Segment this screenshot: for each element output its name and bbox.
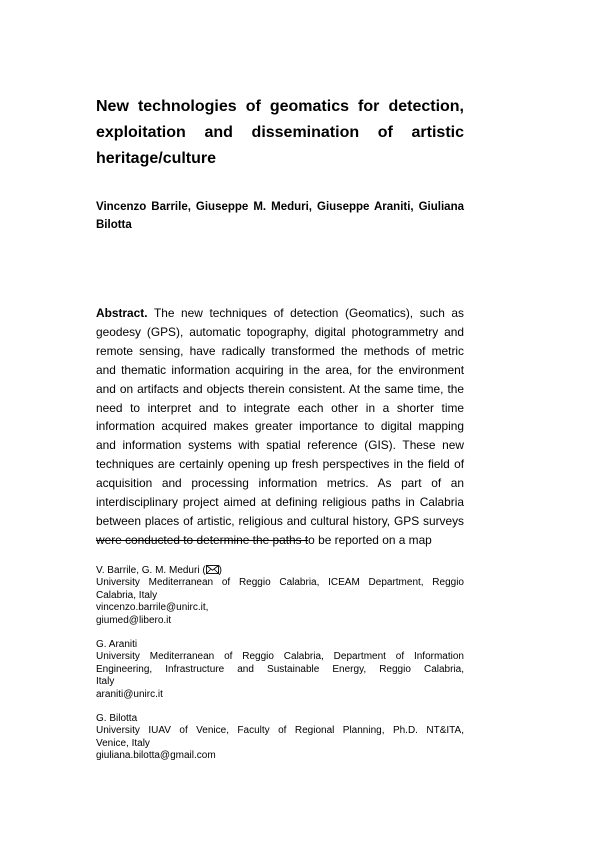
abstract-text: The new techniques of detection (Geomatics), such as geodesy (GPS), automatic topography, digital photogrammetry and remote sensing, have radically transformed the methods of metric and thematic information acquiring in the area, for the environment and on artifacts and objects therein consistent. At the same time, the need to interpret and to integrate each other in a shorter time information acquired makes greater importance to digital mapping and information systems with spatial reference (GIS). These new techniques are certainly opening up fresh perspectives in the field of acquisition and processing information metrics. As part of an interdisciplinary project aimed at defining religious paths in Calabria between places of artistic, religious and cultural history, GPS surveys were conducted to determine the paths to be reported on a map <box>96 306 464 547</box>
paper-title: New technologies of geomatics for detection, exploitation and dissemination of artistic heritage/culture <box>96 98 464 167</box>
author-list: Vincenzo Barrile, Giuseppe M. Meduri, Giuseppe Araniti, Giuliana Bilotta <box>96 201 464 231</box>
author-email[interactable]: araniti@unirc.it <box>96 688 163 700</box>
affiliation-line: University IUAV of Venice, Faculty of Regional Planning, Ph.D. NT&ITA, <box>96 725 464 737</box>
footnotes <box>96 565 464 775</box>
affiliation-names <box>96 565 464 577</box>
affiliation-line: Engineering, Infrastructure and Sustainable Energy, Reggio Calabria, <box>96 663 464 675</box>
affiliation-names-close: ) <box>218 565 223 576</box>
affiliation-names: G. Bilotta <box>96 713 138 725</box>
affiliation-names: G. Araniti <box>96 639 138 651</box>
affiliation-block-3 <box>96 713 464 763</box>
affiliation-line: Calabria, Italy <box>96 589 158 601</box>
affiliation-line: Venice, Italy <box>96 737 150 749</box>
affiliation-line: University Mediterranean of Reggio Calabria, ICEAM Department, Reggio <box>96 577 464 589</box>
affiliation-line: Italy <box>96 676 115 688</box>
author-email[interactable]: giumed@libero.it <box>96 614 172 626</box>
abstract-label: Abstract. <box>96 306 148 320</box>
author-email[interactable]: giuliana.bilotta@gmail.com <box>96 750 216 762</box>
footnote-divider <box>96 540 308 541</box>
abstract <box>96 304 464 550</box>
envelope-icon <box>206 565 219 574</box>
affiliation-line: University Mediterranean of Reggio Calabria, Department of Information <box>96 651 464 663</box>
affiliation-names-text: V. Barrile, G. M. Meduri ( <box>96 565 206 576</box>
affiliation-block-1 <box>96 565 464 627</box>
affiliation-block-2 <box>96 639 464 701</box>
author-email[interactable]: vincenzo.barrile@unirc.it, <box>96 602 209 614</box>
